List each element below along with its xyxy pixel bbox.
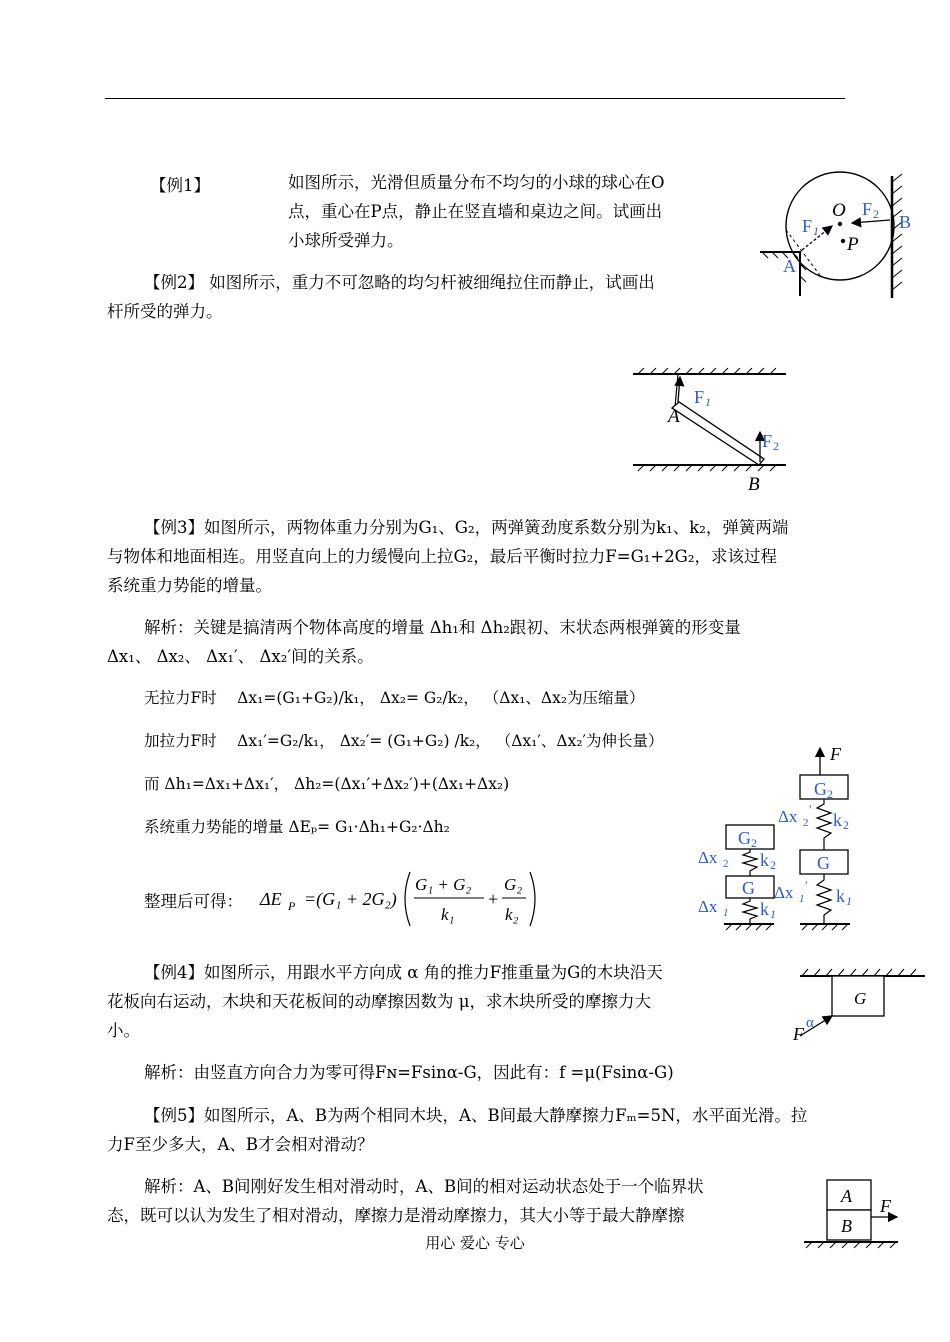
ex3-analysis-2: Δx₁、 Δx₂、 Δx₁′、 Δx₂′间的关系。 [107,647,374,666]
label-O: O [832,200,846,221]
page-footer: 用心 爱心 专心 [425,1234,525,1252]
header-rule [105,98,845,99]
ex2-line2: 杆所受的弹力。 [107,302,223,321]
ex3-line1: 【例3】如图所示，两物体重力分别为G₁、G₂，两弹簧劲度系数分别为k₁、k₂，弹簧两端 [144,518,789,537]
label-G-right: G [817,853,830,873]
rod [672,402,764,465]
label-dx2prime: Δx [778,807,798,826]
label-k1-right: k [836,886,845,906]
label-k1-left: k [760,899,769,919]
spring-k2-right [817,799,831,850]
ex3-result-prefix: 整理后可得： [144,892,243,911]
energy-formula [258,864,548,934]
label-F2-sub: 2 [773,439,779,453]
label-k1-left-sub: 1 [770,907,776,921]
ex1-label: 【例1】 [150,176,210,195]
formula-mid: =(G₁ + 2G₂) [304,889,397,909]
ex5-line1: 【例5】如图所示，A、B为两个相同木块，A、B间最大静摩擦力Fₘ=5N，水平面光滑。拉 [144,1106,808,1125]
label-F2: F [862,199,873,219]
center-O-dot [838,222,842,226]
label-k1-right-sub: 1 [846,894,852,908]
label-G2-right-sub: 2 [827,787,833,801]
label-F2-sub: 2 [873,207,879,221]
label-P: P [847,234,859,255]
figure-ball-wall [752,168,927,303]
spring-k2-left [743,849,757,876]
ex2-line1: 【例2】 如图所示，重力不可忽略的均匀杆被细绳拉住而静止，试画出 [144,273,655,292]
figure-springs [690,740,870,940]
force-F2-arrow [852,220,890,223]
label-G2-left: G [738,828,751,848]
label-F2: F [762,431,773,451]
label-B: B [748,474,760,495]
ex3-energy: 系统重力势能的增量 ΔEₚ= G₁·Δh₁+G₂·Δh₂ [144,818,450,836]
label-dx1prime-mark: ′ [805,878,808,893]
figure-ceiling-block [790,960,930,1045]
push-force-arrow [800,1016,832,1036]
label-B: B [841,1216,852,1236]
label-G2-right: G [814,779,827,799]
ceiling-hatching [802,969,916,976]
label-dx1: Δx [698,897,718,916]
formula-lhs: ΔE [260,889,282,909]
ex4-line3: 小。 [107,1021,140,1040]
label-k2-right-sub: 2 [843,818,849,832]
ex1-line1: 如图所示，光滑但质量分布不均匀的小球的球心在O [288,173,665,192]
ex3-analysis-1: 解析：关键是搞清两个物体高度的增量 Δh₁和 Δh₂跟初、末状态两根弹簧的形变量 [144,618,741,637]
label-A: A [841,1186,852,1206]
label-dx1prime-sub: 1 [799,893,805,905]
ex4-analysis: 解析：由竖直方向合力为零可得Fɴ=Fsinα-G，因此有：f =μ(Fsinα-G) [144,1063,674,1082]
figure-stacked-blocks [800,1172,910,1257]
formula-right-paren [530,872,535,926]
rope [675,374,678,407]
force-F1-arrow [678,377,680,402]
ex3-relation: 而 Δh₁=Δx₁+Δx₁′， Δh₂=(Δx₁′+Δx₂′)+(Δx₁+Δx₂) [144,775,510,793]
spring-k1-right [817,874,831,924]
frac2-numerator: G₂ [504,875,523,894]
label-A: A [668,406,680,427]
label-F1-sub: 1 [705,395,711,409]
label-k2-left: k [760,850,769,870]
label-dx1-sub: 1 [723,907,729,919]
spring-k1-left [743,898,757,924]
formula-lhs-sub: P [288,899,296,913]
label-F-pull: F [830,744,841,764]
label-F1-sub: 1 [813,224,819,238]
label-dx2prime-sub: 2 [803,817,809,829]
ex3-with-force: 加拉力F时 Δx₁′=G₂/k₁， Δx₂′= (G₁+G₂) /k₂， （Δx₁′、Δx₂′为伸长量） [144,732,664,750]
ex5-analysis-2: 态，既可以认为发生了相对滑动，摩擦力是滑动摩擦力，其大小等于最大静摩擦 [107,1206,685,1225]
point-P-dot [841,239,845,243]
label-alpha: α [806,1015,814,1031]
label-dx2: Δx [698,848,718,867]
label-B: B [899,212,912,232]
label-G-left: G [742,878,755,898]
frac1-denominator: k₁ [441,905,455,924]
frac2-denominator: k₂ [505,905,519,924]
label-A: A [783,256,796,276]
frac1-numerator: G₁ + G₂ [415,875,472,894]
label-G2-left-sub: 2 [751,836,757,850]
ex1-line3: 小球所受弹力。 [288,231,404,250]
label-F1: F [802,216,813,236]
label-k2-left-sub: 2 [770,858,776,872]
label-F: F [880,1196,891,1216]
ex3-no-force: 无拉力F时 Δx₁=(G₁+G₂)/k₁， Δx₂= G₂/k₂， （Δx₁、Δx₂为压缩量） [144,689,645,707]
label-G: G [854,989,867,1008]
label-dx2prime-mark: ′ [809,802,812,817]
label-dx1prime: Δx [774,883,794,902]
ex4-line1: 【例4】如图所示，用跟水平方向成 α 角的推力F推重量为G的木块沿天 [144,963,663,982]
label-F: F [793,1024,804,1044]
formula-left-paren [405,872,410,926]
label-dx2-sub: 2 [723,858,729,870]
ex5-analysis-1: 解析：A、B间刚好发生相对滑动时，A、B间的相对运动状态处于一个临界状 [144,1177,704,1196]
label-F1: F [694,387,705,407]
label-k2-right: k [833,810,842,830]
formula-plus: + [488,889,499,909]
ex3-line2: 与物体和地面相连。用竖直向上的力缓慢向上拉G₂，最后平衡时拉力F=G₁+2G₂，求该过程 [107,547,777,566]
ex4-line2: 花板向右运动，木块和天花板间的动摩擦因数为 μ，求木块所受的摩擦力大 [107,992,651,1011]
ex1-line2: 点，重心在P点，静止在竖直墙和桌边之间。试画出 [288,202,663,221]
figure-rod [628,362,793,497]
ex5-line2: 力F至少多大，A、B才会相对滑动？ [107,1135,374,1154]
ex3-line3: 系统重力势能的增量。 [107,576,272,595]
